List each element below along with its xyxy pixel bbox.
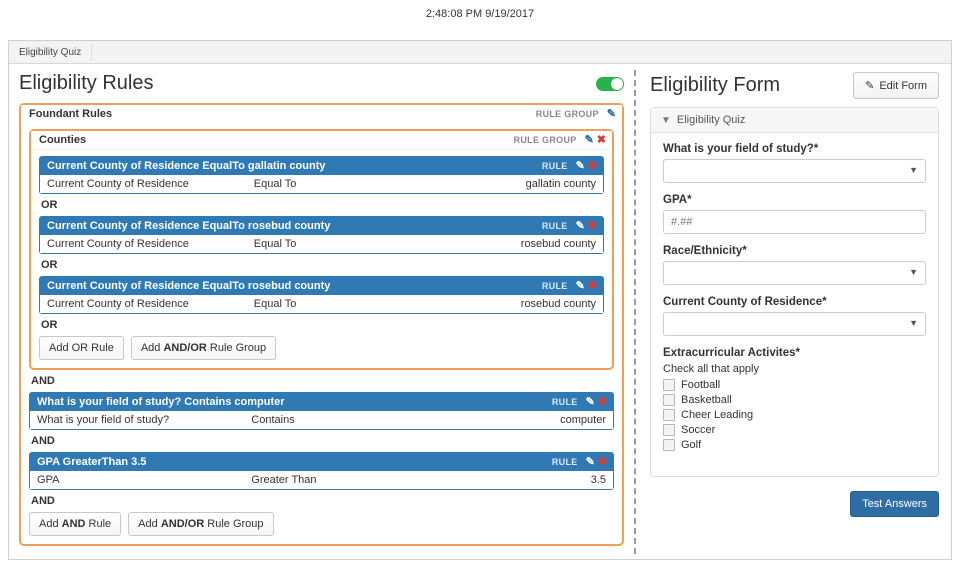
app-tabbar	[9, 41, 951, 64]
form-pane-header	[650, 72, 939, 99]
tab-eligibility-quiz[interactable]: Eligibility Quiz	[9, 44, 92, 61]
rule-item	[39, 216, 604, 254]
chevron-down-icon: ▼	[909, 165, 918, 175]
activity-label: Soccer	[681, 424, 716, 436]
rule-field: What is your field of study?	[37, 414, 170, 426]
activity-label: Football	[681, 379, 721, 391]
county-select[interactable]	[663, 312, 926, 336]
rule-tag: RULE	[551, 457, 578, 467]
root-group-buttons	[29, 512, 614, 536]
pencil-icon[interactable]: ✎	[585, 455, 595, 468]
timestamp: 2:48:08 PM 9/19/2017	[425, 8, 535, 20]
rule-operator: Contains	[251, 414, 295, 426]
close-icon[interactable]: ✖	[597, 395, 607, 408]
btn-suffix: Rule Group	[206, 342, 267, 354]
activity-label: Basketball	[681, 394, 732, 406]
rule-item-header	[40, 217, 603, 235]
rule-item	[29, 452, 614, 490]
rule-value: computer	[560, 414, 606, 426]
gpa-input[interactable]	[663, 210, 926, 234]
rule-group-counties-actions	[514, 135, 606, 146]
rule-group-foundant-name: Foundant Rules	[29, 108, 113, 120]
pencil-icon[interactable]: ✎	[585, 395, 595, 408]
field-of-study-label: What is your field of study?*	[663, 143, 819, 155]
page-title: Eligibility Rules	[19, 72, 154, 94]
pencil-icon[interactable]: ✎	[606, 107, 616, 120]
btn-prefix: Add	[39, 518, 62, 530]
rule-group-foundant-actions	[536, 109, 616, 120]
checkbox-soccer[interactable]	[663, 424, 675, 436]
test-answers-button[interactable]: Test Answers	[850, 491, 939, 517]
close-icon[interactable]: ✖	[587, 159, 597, 172]
eligibility-rules-pane	[9, 64, 634, 560]
rule-conjunction: OR	[41, 259, 58, 271]
activity-checkbox-row[interactable]	[663, 424, 926, 436]
rule-conjunction: OR	[41, 199, 58, 211]
form-actions	[650, 491, 939, 517]
rule-item-actions	[552, 397, 607, 408]
rule-value: rosebud county	[520, 298, 596, 310]
activity-label: Golf	[681, 439, 702, 451]
activity-checkbox-row[interactable]	[663, 439, 926, 451]
rule-item-header	[40, 277, 603, 295]
field-of-study-select[interactable]	[663, 159, 926, 183]
field-group-activities	[663, 347, 926, 451]
rule-conjunction: AND	[31, 435, 55, 447]
close-icon[interactable]: ✖	[596, 133, 606, 146]
counties-group-buttons	[39, 336, 604, 360]
add-and-or-rule-group-button[interactable]	[131, 336, 276, 360]
app-window	[8, 40, 952, 560]
btn-suffix: Rule	[85, 518, 112, 530]
btn-suffix: Rule Group	[204, 518, 264, 530]
rule-group-counties-body	[31, 150, 612, 368]
main-content	[9, 64, 951, 560]
add-or-rule-button[interactable]: Add OR Rule	[39, 336, 124, 360]
close-icon[interactable]: ✖	[587, 279, 597, 292]
pencil-icon[interactable]: ✎	[584, 133, 594, 146]
pencil-icon[interactable]: ✎	[575, 219, 585, 232]
rule-conjunction: AND	[31, 495, 55, 507]
rule-tag: RULE	[551, 397, 578, 407]
checkbox-cheer-leading[interactable]	[663, 409, 675, 421]
chevron-down-icon: ▼	[909, 318, 918, 328]
toggle-knob	[611, 78, 623, 90]
rule-field: GPA	[37, 474, 60, 486]
rule-group-counties-header	[31, 131, 612, 150]
rule-group-foundant-body	[21, 123, 622, 544]
rule-operator: Greater Than	[251, 474, 317, 486]
rule-item-title: Current County of Residence EqualTo gallatin county	[47, 160, 326, 172]
close-icon[interactable]: ✖	[597, 455, 607, 468]
field-group-race	[663, 245, 926, 285]
activity-checkbox-row[interactable]	[663, 379, 926, 391]
rule-item-body	[40, 235, 603, 253]
rule-conjunction: OR	[41, 319, 58, 331]
rule-item-body	[30, 471, 613, 489]
rules-enabled-toggle[interactable]	[596, 77, 624, 91]
btn-prefix: Add	[140, 342, 164, 354]
rule-item-title: Current County of Residence EqualTo rosebud county	[47, 220, 331, 232]
rule-item	[29, 392, 614, 430]
activities-hint: Check all that apply	[663, 363, 759, 375]
rule-field: Current County of Residence	[47, 298, 189, 310]
rule-group-counties-name: Counties	[39, 134, 87, 146]
rule-group-foundant-header	[21, 105, 622, 123]
rule-tag: RULE	[541, 281, 568, 291]
rule-group-tag: RULE GROUP	[513, 135, 577, 145]
rule-field: Current County of Residence	[47, 178, 189, 190]
activity-checkbox-row[interactable]	[663, 409, 926, 421]
rule-item-title: Current County of Residence EqualTo rosebud county	[47, 280, 331, 292]
btn-bold: AND	[61, 518, 86, 530]
rule-operator: Equal To	[253, 298, 297, 310]
rule-item-actions	[542, 161, 597, 172]
pencil-icon[interactable]: ✎	[575, 279, 585, 292]
chevron-down-icon: ▼	[661, 114, 671, 126]
rule-value: rosebud county	[520, 238, 596, 250]
rule-item-title: GPA GreaterThan 3.5	[37, 456, 147, 468]
rule-tag: RULE	[541, 221, 568, 231]
rule-conjunction: AND	[31, 375, 55, 387]
rule-item-body	[40, 175, 603, 193]
rule-item	[39, 156, 604, 194]
activity-label: Cheer Leading	[681, 409, 754, 421]
add-and-rule-button[interactable]	[29, 512, 121, 536]
rule-group-tag: RULE GROUP	[535, 109, 599, 119]
btn-bold: AND/OR	[163, 342, 207, 354]
rule-item-actions	[542, 281, 597, 292]
close-icon[interactable]: ✖	[587, 219, 597, 232]
checkbox-football[interactable]	[663, 379, 675, 391]
form-panel-title: Eligibility Quiz	[676, 114, 746, 126]
rule-item-actions	[542, 221, 597, 232]
rule-group-foundant	[19, 103, 624, 546]
county-label: Current County of Residence*	[663, 296, 827, 308]
rule-operator: Equal To	[253, 178, 297, 190]
rule-item-body	[40, 295, 603, 313]
checkbox-basketball[interactable]	[663, 394, 675, 406]
field-group-field-of-study	[663, 143, 926, 183]
rule-tag: RULE	[541, 161, 568, 171]
gpa-label: GPA*	[663, 194, 692, 206]
rule-item-actions	[552, 457, 607, 468]
field-group-gpa	[663, 194, 926, 234]
rules-pane-header	[19, 72, 624, 95]
rule-value: 3.5	[590, 474, 606, 486]
rule-item-header	[40, 157, 603, 175]
eligibility-form-pane	[636, 64, 951, 560]
rule-value: gallatin county	[525, 178, 596, 190]
race-label: Race/Ethnicity*	[663, 245, 747, 257]
form-body	[651, 133, 938, 476]
rule-operator: Equal To	[253, 238, 297, 250]
btn-bold: AND/OR	[160, 518, 205, 530]
field-group-county	[663, 296, 926, 336]
rule-item-header	[30, 393, 613, 411]
checkbox-golf[interactable]	[663, 439, 675, 451]
rule-item-header	[30, 453, 613, 471]
btn-prefix: Add	[138, 518, 161, 530]
form-panel-header[interactable]	[651, 108, 938, 133]
form-title: Eligibility Form	[650, 74, 781, 96]
rule-group-counties	[29, 129, 614, 370]
race-select[interactable]	[663, 261, 926, 285]
edit-form-label: Edit Form	[879, 79, 927, 92]
pencil-icon[interactable]: ✎	[575, 159, 585, 172]
rule-item-body	[30, 411, 613, 429]
rule-field: Current County of Residence	[47, 238, 189, 250]
activities-label: Extracurricular Activites*	[663, 347, 801, 359]
activity-checkbox-row[interactable]	[663, 394, 926, 406]
edit-form-button[interactable]	[853, 72, 939, 99]
form-panel	[650, 107, 939, 477]
add-and-or-rule-group-button[interactable]	[128, 512, 273, 536]
chevron-down-icon: ▼	[909, 267, 918, 277]
rule-item	[39, 276, 604, 314]
rule-item-title: What is your field of study? Contains computer	[37, 396, 285, 408]
pencil-icon: ✎	[865, 80, 875, 92]
